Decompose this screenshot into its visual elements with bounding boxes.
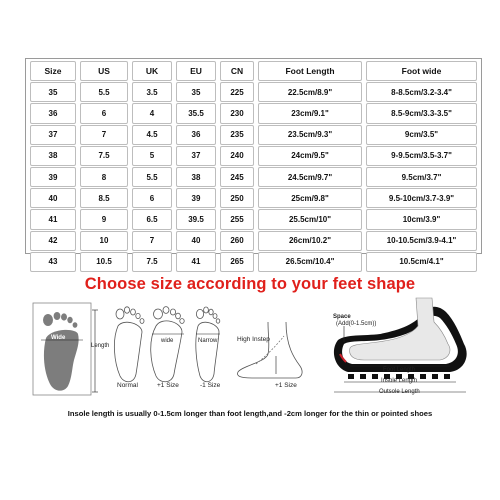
table-header-cell: Foot Length <box>258 61 362 81</box>
table-cell: 4.5 <box>132 125 172 145</box>
table-cell: 8.5-9cm/3.3-3.5" <box>366 103 477 123</box>
foot-length-bar-label: Foot Length <box>383 367 416 373</box>
table-cell: 10.5cm/4.1" <box>366 252 477 272</box>
table-cell: 6 <box>80 103 128 123</box>
table-header-cell: CN <box>220 61 254 81</box>
foot-shape-diagram <box>0 290 500 405</box>
table-cell: 23cm/9.1" <box>258 103 362 123</box>
table-cell: 4 <box>132 103 172 123</box>
foot-wide-label: Wide <box>51 335 66 341</box>
table-cell: 8 <box>80 167 128 187</box>
table-cell: 24.5cm/9.7" <box>258 167 362 187</box>
table-cell: 23.5cm/9.3" <box>258 125 362 145</box>
narrow-minus-size-label: -1 Size <box>200 382 221 389</box>
table-cell: 36 <box>30 103 76 123</box>
space-label: Space <box>333 314 351 320</box>
table-cell: 6 <box>132 188 172 208</box>
table-cell: 35 <box>176 82 216 102</box>
table-cell: 8.5 <box>80 188 128 208</box>
table-cell: 5 <box>132 146 172 166</box>
table-cell: 250 <box>220 188 254 208</box>
table-cell: 25.5cm/10" <box>258 209 362 229</box>
insole-length-footnote: Insole length is usually 0-1.5cm longer than foot length,and -2cm longer for the thin or pointed shoes <box>67 409 433 418</box>
table-cell: 35.5 <box>176 103 216 123</box>
table-cell: 255 <box>220 209 254 229</box>
table-cell: 37 <box>176 146 216 166</box>
table-cell: 9cm/3.5" <box>366 125 477 145</box>
table-cell: 265 <box>220 252 254 272</box>
table-cell: 41 <box>30 209 76 229</box>
high-instep-illustration <box>232 316 322 382</box>
foot-measure-illustration <box>32 302 108 397</box>
table-cell: 42 <box>30 231 76 251</box>
table-cell: 24cm/9.5" <box>258 146 362 166</box>
table-cell: 9 <box>80 209 128 229</box>
table-cell: 260 <box>220 231 254 251</box>
normal-label: Normal <box>117 382 138 389</box>
insole-length-label: Insole Length <box>381 378 418 384</box>
high-instep-label: High Instep <box>237 336 270 343</box>
table-cell: 26.5cm/10.4" <box>258 252 362 272</box>
space-range-label: (Add(0-1.5cm)) <box>336 321 377 327</box>
table-cell: 9.5-10cm/3.7-3.9" <box>366 188 477 208</box>
table-cell: 39.5 <box>176 209 216 229</box>
foot-shapes-illustration <box>110 304 230 386</box>
table-cell: 7.5 <box>80 146 128 166</box>
table-cell: 10.5 <box>80 252 128 272</box>
table-cell: 3.5 <box>132 82 172 102</box>
foot-length-label: Length <box>91 343 110 349</box>
table-cell: 43 <box>30 252 76 272</box>
table-cell: 36 <box>176 125 216 145</box>
table-cell: 240 <box>220 146 254 166</box>
table-cell: 25cm/9.8" <box>258 188 362 208</box>
table-cell: 225 <box>220 82 254 102</box>
table-cell: 8-8.5cm/3.2-3.4" <box>366 82 477 102</box>
wide-plus-size-label: +1 Size <box>157 382 179 389</box>
table-cell: 10 <box>80 231 128 251</box>
table-cell: 245 <box>220 167 254 187</box>
table-cell: 39 <box>176 188 216 208</box>
table-header-cell: EU <box>176 61 216 81</box>
table-cell: 10cm/3.9" <box>366 209 477 229</box>
choose-size-headline: Choose size according to your feet shape <box>84 275 416 293</box>
shape-wide-label: wide <box>161 338 174 344</box>
table-cell: 5.5 <box>80 82 128 102</box>
table-cell: 41 <box>176 252 216 272</box>
table-cell: 9.5cm/3.7" <box>366 167 477 187</box>
table-cell: 5.5 <box>132 167 172 187</box>
table-cell: 38 <box>176 167 216 187</box>
size-chart-table <box>25 58 482 267</box>
table-cell: 7.5 <box>132 252 172 272</box>
table-cell: 6.5 <box>132 209 172 229</box>
outsole-length-label: Outsole Length <box>379 389 420 395</box>
table-header-cell: Foot wide <box>366 61 477 81</box>
table-cell: 230 <box>220 103 254 123</box>
table-cell: 37 <box>30 125 76 145</box>
table-cell: 40 <box>30 188 76 208</box>
table-cell: 7 <box>132 231 172 251</box>
table-header-cell: US <box>80 61 128 81</box>
instep-plus-size-label: +1 Size <box>275 382 297 389</box>
table-cell: 9-9.5cm/3.5-3.7" <box>366 146 477 166</box>
table-header-cell: Size <box>30 61 76 81</box>
table-cell: 7 <box>80 125 128 145</box>
table-cell: 235 <box>220 125 254 145</box>
table-header-cell: UK <box>132 61 172 81</box>
table-cell: 39 <box>30 167 76 187</box>
table-cell: 26cm/10.2" <box>258 231 362 251</box>
shape-narrow-label: Narrow <box>198 338 218 344</box>
table-cell: 22.5cm/8.9" <box>258 82 362 102</box>
table-cell: 38 <box>30 146 76 166</box>
table-cell: 35 <box>30 82 76 102</box>
table-cell: 40 <box>176 231 216 251</box>
table-cell: 10-10.5cm/3.9-4.1" <box>366 231 477 251</box>
